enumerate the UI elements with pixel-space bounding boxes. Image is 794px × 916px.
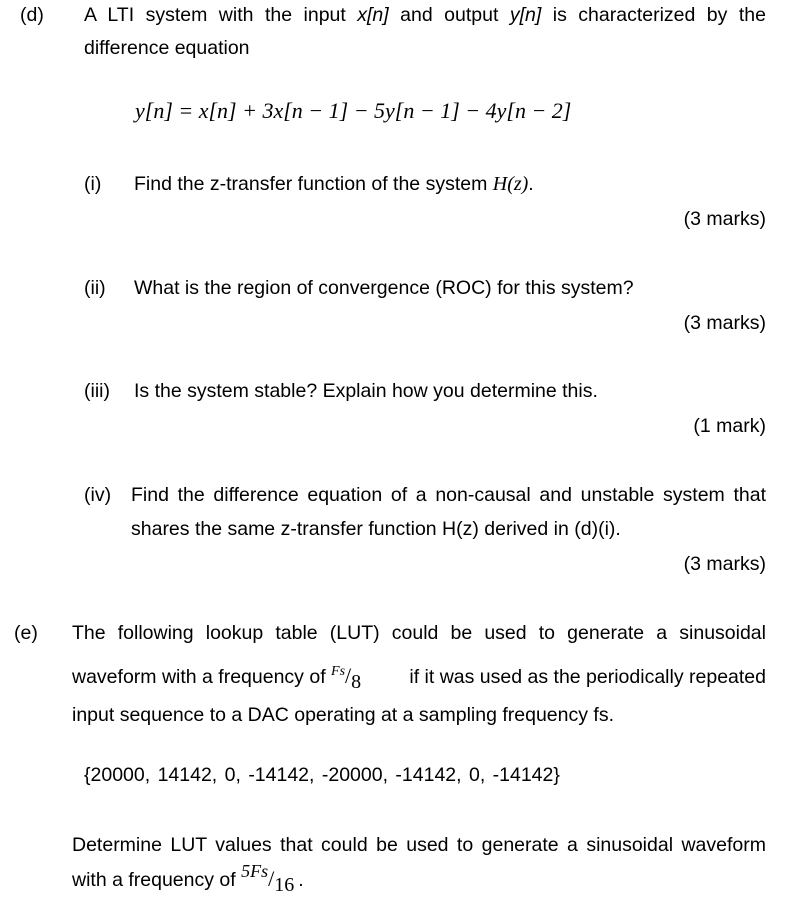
part-e-label: (e) <box>14 622 38 644</box>
question-iii-marks: (1 mark) <box>693 415 766 437</box>
line5-pre: with a frequency of <box>72 869 242 891</box>
question-iv-number: (iv) <box>84 484 112 506</box>
question-i-text <box>134 173 534 196</box>
line2-pre: waveform with a frequency of <box>72 666 332 688</box>
freq1-denominator: 8 <box>351 671 362 693</box>
difference-equation: y[n] = x[n] + 3x[n − 1] − 5y[n − 1] − 4y[n − 2] <box>135 98 572 123</box>
question-iii-number: (iii) <box>84 380 110 402</box>
intro-post: is characterized by the <box>541 4 766 26</box>
question-iv-line1: Find the difference equation of a non-causal and unstable system that <box>131 484 766 506</box>
question-i-tail: . <box>528 173 534 195</box>
lut-values: {20000, 14142, 0, -14142, -20000, -14142, 0, -14142} <box>84 764 560 786</box>
part-d-intro-line1 <box>84 4 766 27</box>
question-iv-line2: shares the same z-transfer function H(z) derived in (d)(i). <box>131 518 621 540</box>
question-ii-number: (ii) <box>84 277 106 299</box>
question-ii-marks: (3 marks) <box>683 312 766 334</box>
freq1-numerator: Fs <box>331 664 346 679</box>
part-e-line4: Determine LUT values that could be used to generate a sinusoidal waveform <box>72 834 766 856</box>
part-e-line2 <box>72 663 766 693</box>
part-d-label: (d) <box>20 4 44 26</box>
intro-pre: A LTI system with the input <box>84 4 358 26</box>
part-e-line1: The following lookup table (LUT) could be used to generate a sinusoidal <box>72 622 766 644</box>
output-var: y[n] <box>509 4 542 26</box>
question-ii-text: What is the region of convergence (ROC) for this system? <box>134 277 634 299</box>
question-i-body: Find the z-transfer function of the system <box>134 173 493 195</box>
freq2-slash: / <box>268 866 275 891</box>
line2-post: if it was used as the periodically repeated <box>409 666 766 688</box>
line5-post: . <box>298 869 304 891</box>
input-var: x[n] <box>357 4 389 26</box>
part-e-line3: input sequence to a DAC operating at a sampling frequency fs. <box>72 704 614 726</box>
part-d-intro-line2: difference equation <box>84 37 250 59</box>
frequency-5fs-over-16 <box>241 861 295 896</box>
intro-mid: and output <box>388 4 510 26</box>
frequency-fs-over-8 <box>331 663 362 693</box>
freq2-denominator: 16 <box>274 874 295 896</box>
freq1-slash: / <box>345 663 352 688</box>
question-iv-marks: (3 marks) <box>683 553 766 575</box>
transfer-function-symbol: H(z) <box>492 173 529 195</box>
freq2-numerator: 5Fs <box>241 861 269 881</box>
part-e-line5 <box>72 861 304 896</box>
question-i-marks: (3 marks) <box>683 208 766 230</box>
question-iii-text: Is the system stable? Explain how you determine this. <box>134 380 598 402</box>
question-i-number: (i) <box>84 173 102 195</box>
part-e-line2-left <box>72 663 362 693</box>
